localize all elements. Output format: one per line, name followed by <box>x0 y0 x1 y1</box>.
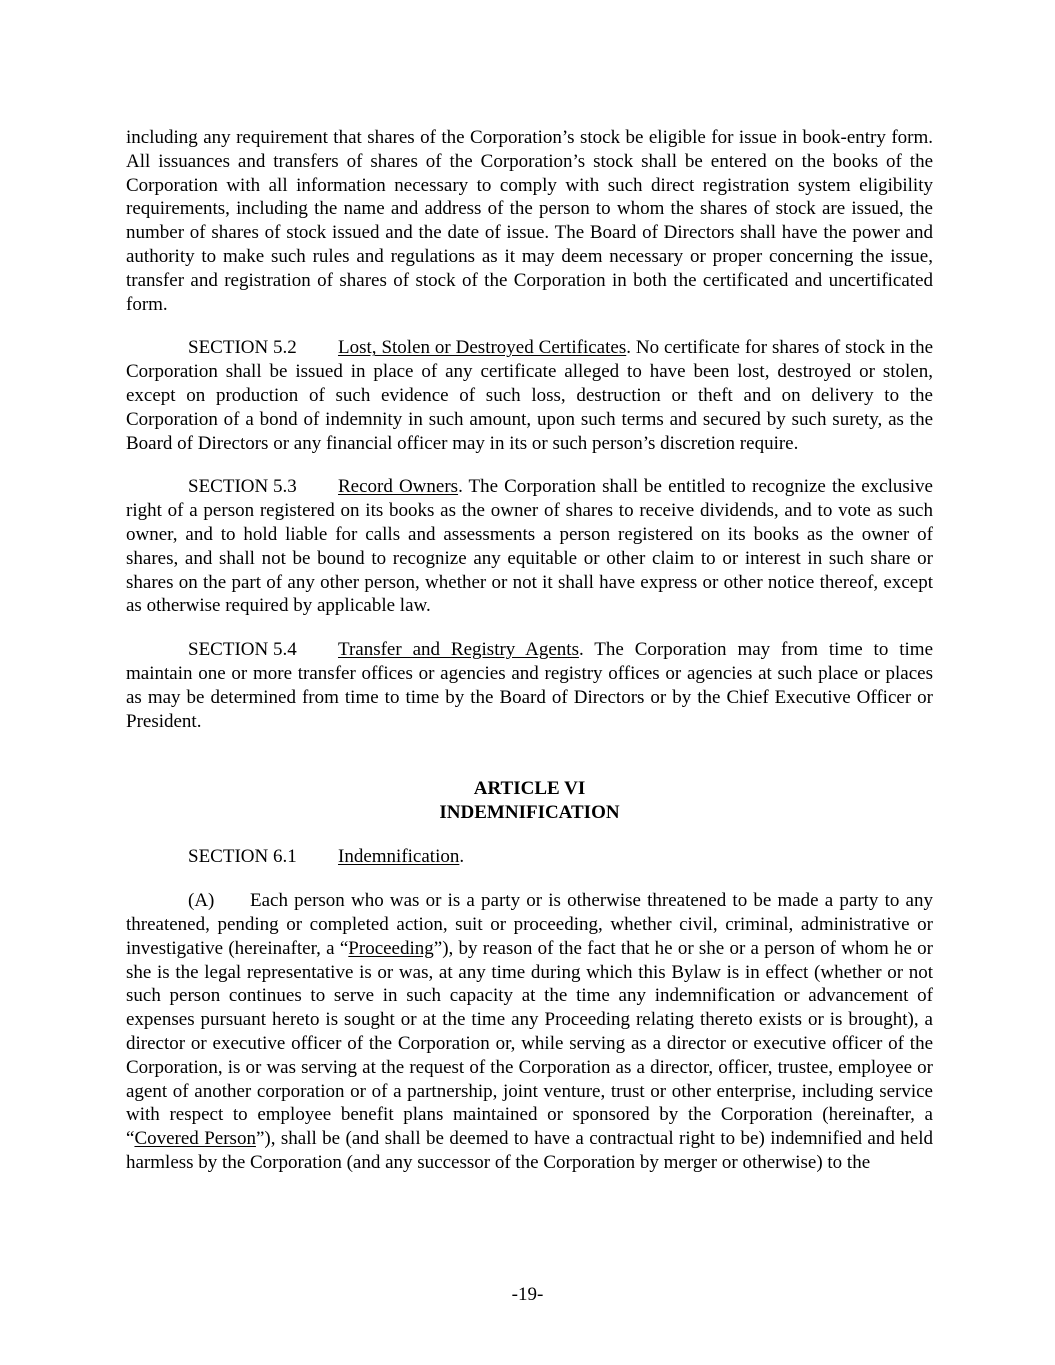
section-6-1-heading <box>126 845 933 869</box>
subsection-text: ”), shall be (and shall be deemed to have a contractual right to be) indemnified and held harmless by the Corporation (and any successor of the Corporation by merger or otherwise) to the <box>126 1128 933 1173</box>
section-number: SECTION 5.4 <box>188 639 297 661</box>
article-title: INDEMNIFICATION <box>439 802 620 824</box>
section-body: . The Corporation shall be entitled to recognize the exclusive right of a person registered on its books as the owner of shares to receive dividends, and to vote as such owner, and to hold liable for calls and assessments a person registered on its books as the owner of shares, and shall not be bound to recognize any equitable or other claim to or interest in such share or shares on the part of any other person, whether or not it shall have express or other notice thereof, except as otherwise required by applicable law. <box>126 476 933 617</box>
article-heading <box>126 777 933 825</box>
section-number: SECTION 5.3 <box>188 476 297 498</box>
continuation-paragraph: including any requirement that shares of the Corporation’s stock be eligible for issue in book-entry form. All issuances and transfers of shares of the Corporation’s stock shall be entered on the books of the Corporation with all information necessary to comply with such direct registration system eligibility requirements, including the name and address of the person to whom the shares of stock are issued, the number of shares of stock issued and the date of issue. The Board of Directors shall have the power and authority to make such rules and regulations as it may deem necessary or proper concerning the issue, transfer and registration of shares of stock of the Corporation in both the certificated and uncertificated form. <box>126 127 933 315</box>
section-title: Lost, Stolen or Destroyed Certificates <box>338 337 627 359</box>
section-title: Transfer and Registry Agents <box>338 639 579 661</box>
section-title-period: . <box>459 846 465 868</box>
defined-term-proceeding: Proceeding <box>348 937 434 959</box>
section-number: SECTION 5.2 <box>188 337 297 359</box>
subsection-label: (A) <box>188 890 215 912</box>
subsection-a-paragraph <box>126 889 933 1175</box>
section-body: . No certificate for shares of stock in the Corporation shall be issued in place of any certificate alleged to have been lost, destroyed or stolen, except on production of such evidence of such loss, destruction or theft and on delivery to the Corporation of a bond of indemnity in such amount, upon such terms and secured by such surety, as the Board of Directors or any financial officer may in its or such person’s discretion require. <box>126 337 934 454</box>
subsection-text: ”), by reason of the fact that he or she or a person of whom he or she is the legal representative is or was, at any time during which this Bylaw is in effect (whether or not such person continues to serve in such capacity at the time any indemnification or advancement of expenses pursuant hereto is sought or at the time any Proceeding relating thereto exists or is brought), a director or executive officer of the Corporation or, while serving as a director or executive officer of the Corporation, is or was serving at the request of the Corporation as a director, officer, trustee, employee or agent of another corporation or of a partnership, joint venture, trust or other enterprise, including service with respect to employee benefit plans maintained or sponsored by the Corporation (hereinafter, a “ <box>126 937 933 1150</box>
section-5-4-paragraph <box>126 638 933 733</box>
subsection-text: Each person who was or is a party or is otherwise threatened to be made a party to any threatened, pending or completed action, suit or proceeding, whether civil, criminal, administrative or investigative (hereinafter, a “ <box>126 890 933 959</box>
section-5-3-paragraph <box>126 475 933 618</box>
article-number: ARTICLE VI <box>473 778 586 800</box>
section-5-2-paragraph <box>126 336 933 455</box>
section-title: Indemnification <box>338 846 460 868</box>
section-title: Record Owners <box>338 476 459 498</box>
page-number: -19- <box>511 1284 544 1305</box>
section-body: . The Corporation may from time to time maintain one or more transfer offices or agencies and registry offices or agencies at such place or places as may be determined from time to time by the Board of Directors or by the Chief Executive Officer or President. <box>126 639 933 732</box>
document-page <box>126 126 933 1175</box>
defined-term-covered-person: Covered Person <box>134 1128 256 1150</box>
section-number: SECTION 6.1 <box>188 846 297 868</box>
